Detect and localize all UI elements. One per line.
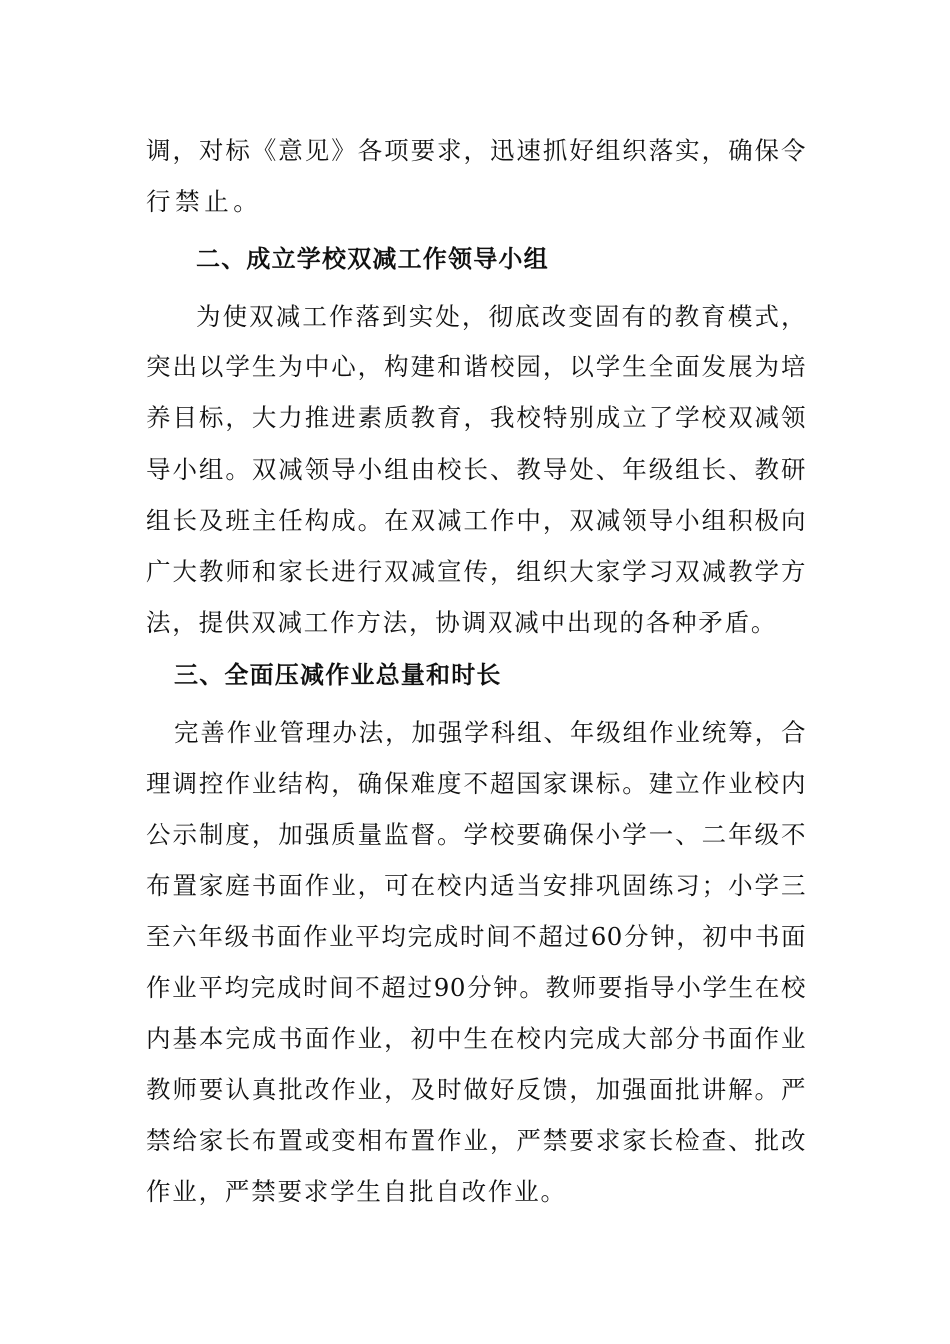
paragraph-line: 完善作业管理办法，加强学科组、年级组作业统筹，合 — [174, 718, 806, 747]
paragraph-line: 调，对标《意见》各项要求，迅速抓好组织落实，确保令 — [146, 136, 806, 165]
paragraph-line: 养目标，大力推进素质教育，我校特别成立了学校双减领 — [146, 403, 806, 432]
section-heading: 三、全面压减作业总量和时长 — [174, 661, 502, 689]
paragraph-line: 导小组。双减领导小组由校长、教导处、年级组长、教研 — [146, 455, 806, 484]
paragraph-line: 禁给家长布置或变相布置作业，严禁要求家长检查、批改 — [146, 1126, 806, 1155]
paragraph-line: 公示制度，加强质量监督。学校要确保小学一、二年级不 — [146, 820, 806, 849]
paragraph-line: 广大教师和家长进行双减宣传，组织大家学习双减教学方 — [146, 557, 806, 586]
paragraph-line: 法，提供双减工作方法，协调双减中出现的各种矛盾。 — [146, 608, 778, 637]
paragraph-line: 行禁止。 — [146, 187, 263, 216]
paragraph-line: 作业，严禁要求学生自批自改作业。 — [146, 1177, 567, 1206]
section-heading: 二、成立学校双减工作领导小组 — [196, 245, 549, 273]
paragraph-line: 布置家庭书面作业，可在校内适当安排巩固练习；小学三 — [146, 871, 806, 900]
paragraph-line: 作业平均完成时间不超过90分钟。教师要指导小学生在校 — [146, 973, 806, 1002]
paragraph-line: 至六年级书面作业平均完成时间不超过60分钟，初中书面 — [146, 922, 806, 951]
paragraph-line: 理调控作业结构，确保难度不超国家课标。建立作业校内 — [146, 769, 806, 798]
paragraph-line: 为使双减工作落到实处，彻底改变固有的教育模式， — [196, 302, 806, 331]
paragraph-line: 教师要认真批改作业，及时做好反馈，加强面批讲解。严 — [146, 1075, 806, 1104]
paragraph-line: 组长及班主任构成。在双减工作中，双减领导小组积极向 — [146, 506, 806, 535]
paragraph-line: 内基本完成书面作业，初中生在校内完成大部分书面作业 — [146, 1024, 806, 1053]
paragraph-line: 突出以学生为中心，构建和谐校园，以学生全面发展为培 — [146, 352, 806, 381]
